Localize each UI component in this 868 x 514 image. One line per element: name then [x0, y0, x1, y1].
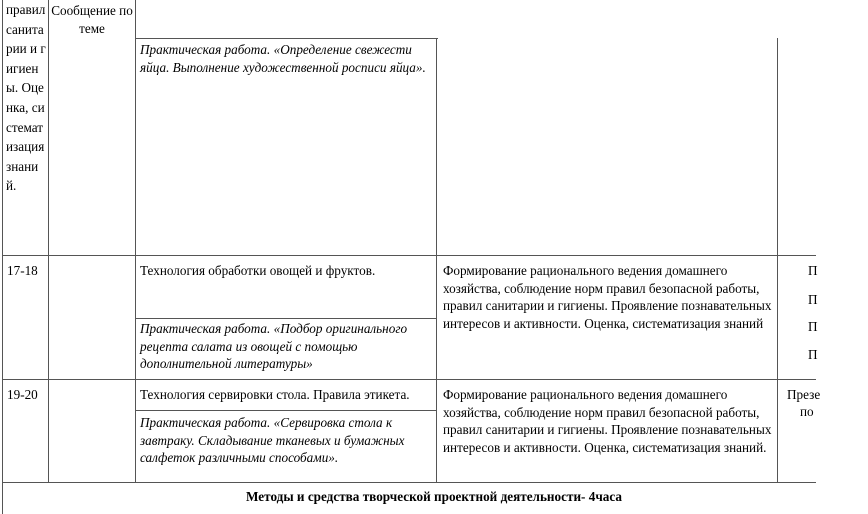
row-17-edge-letter-4: П [808, 347, 818, 362]
row-19-edge-text-2: по [800, 404, 814, 419]
top-row-practical: Практическая работа. «Определение свежести яйца. Выполнение художественной росписи яйца». [140, 42, 426, 75]
row-19-topic: Технология сервировки стола. Правила этикета. [140, 387, 410, 402]
col-divider-4 [777, 38, 778, 482]
row-divider-17 [2, 255, 816, 256]
row-19-number: 19-20 [7, 387, 38, 402]
row-17-topic: Технология обработки овощей и фруктов. [140, 263, 376, 278]
row-17-edge-letter-2: П [808, 292, 818, 307]
practical-divider-17 [136, 318, 437, 319]
row-17-outcomes: Формирование рационального ведения домашнего хозяйства, соблюдение норм правил безопасной работы, правил санитарии и гигиены. Проявление познавательных интересов и активности. Оценка, систематизация знаний [443, 263, 772, 331]
practical-divider-19 [136, 410, 437, 411]
row-19-edge-text-1: Презе [787, 387, 821, 402]
section-header: Методы и средства творческой проектной деятельности- 4часа [246, 489, 622, 504]
top-row-col2-text: Сообщение по теме [51, 3, 133, 36]
practical-top-border [136, 38, 438, 39]
table-border-left [2, 0, 3, 514]
row-19-outcomes: Формирование рационального ведения домашнего хозяйства, соблюдение норм правил безопасной работы, правил санитарии и гигиены. Проявление познавательных интересов и активности. Оценка, систематизация знаний. [443, 387, 772, 455]
row-19-practical: Практическая работа. «Сервировка стола к завтраку. Складывание тканевых и бумажных салфеток различными способами». [140, 415, 405, 465]
top-row-col1-text: правил санитарии и гигиены. Оценка, систематизация знаний. [6, 2, 46, 194]
row-17-practical: Практическая работа. «Подбор оригинального рецепта салата из овощей с помощью дополнительной литературы» [140, 321, 408, 371]
col-divider-3 [436, 38, 437, 482]
row-divider-19 [2, 379, 816, 380]
row-17-number: 17-18 [7, 263, 38, 278]
row-17-edge-letter-1: П [808, 263, 818, 278]
row-17-edge-letter-3: П [808, 319, 818, 334]
col-divider-1 [48, 0, 49, 482]
section-divider [2, 482, 816, 483]
